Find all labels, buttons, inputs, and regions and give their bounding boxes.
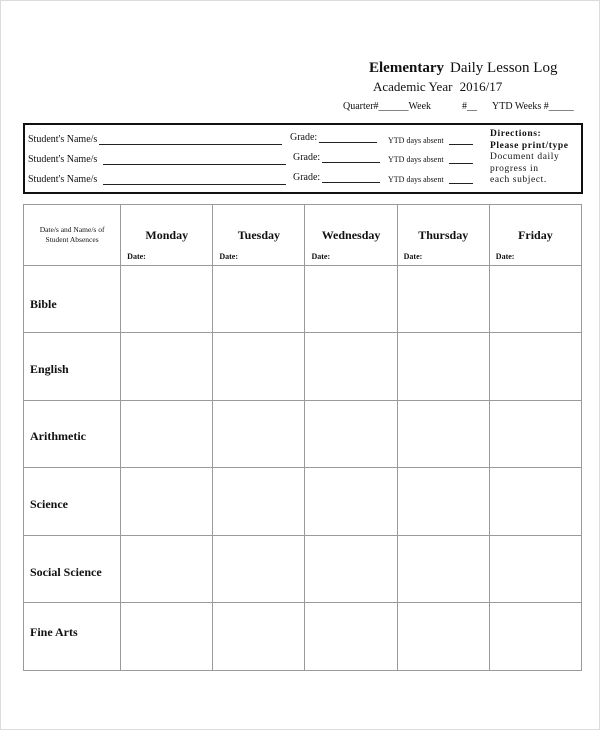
- student-name-field[interactable]: [103, 155, 286, 165]
- subject-cell: [24, 401, 121, 468]
- table-header-row: [24, 205, 582, 266]
- academic-year-value: 2016/17: [459, 79, 503, 94]
- table-row: [24, 603, 582, 671]
- page-title: [369, 60, 557, 77]
- title-rest: Daily Lesson Log: [449, 60, 558, 76]
- day-header-wednesday: [305, 205, 397, 266]
- subject-label: Fine Arts: [30, 625, 78, 639]
- subject-label: Arithmetic: [30, 429, 86, 443]
- student-name-field[interactable]: [103, 175, 286, 185]
- lesson-log-table: [23, 204, 582, 671]
- ytd-weeks-field[interactable]: YTD Weeks #_____: [492, 101, 574, 112]
- log-cell[interactable]: [489, 401, 581, 468]
- day-name: Friday: [518, 228, 553, 242]
- date-field[interactable]: Date:: [403, 252, 423, 261]
- table-row: [24, 536, 582, 603]
- directions-line: each subject.: [490, 175, 547, 185]
- log-cell[interactable]: [397, 468, 489, 536]
- student-name-label: Student's Name/s: [28, 174, 98, 185]
- student-name-label: Student's Name/s: [28, 154, 98, 165]
- log-cell[interactable]: [489, 536, 581, 603]
- log-cell[interactable]: [305, 401, 397, 468]
- grade-field[interactable]: [319, 133, 377, 143]
- day-name: Wednesday: [321, 228, 381, 242]
- grade-row-3: [293, 172, 380, 183]
- ytd-absent-label: YTD days absent: [388, 175, 444, 184]
- academic-year-label: Academic Year: [373, 79, 453, 94]
- table-row: [24, 401, 582, 468]
- ytd-absent-field[interactable]: [449, 154, 473, 164]
- directions-block: [490, 129, 582, 187]
- day-header-friday: [489, 205, 581, 266]
- student-row-3: [28, 174, 286, 185]
- table-row: [24, 333, 582, 401]
- student-name-label: Student's Name/s: [28, 134, 98, 145]
- log-cell[interactable]: [397, 266, 489, 333]
- grade-label: Grade:: [293, 152, 321, 163]
- directions-subtitle: Please print/type: [490, 140, 569, 151]
- subject-cell: [24, 603, 121, 671]
- log-cell[interactable]: [489, 603, 581, 671]
- log-cell[interactable]: [121, 333, 213, 401]
- log-cell[interactable]: [397, 603, 489, 671]
- student-name-field[interactable]: [99, 135, 282, 145]
- ytd-absent-label: YTD days absent: [388, 155, 444, 164]
- log-cell[interactable]: [213, 536, 305, 603]
- ytd-absent-field[interactable]: [449, 174, 473, 184]
- grade-field[interactable]: [322, 153, 380, 163]
- directions-title: Directions:: [490, 129, 542, 139]
- log-cell[interactable]: [121, 603, 213, 671]
- table-row: [24, 266, 582, 333]
- grade-row-2: [293, 152, 380, 163]
- directions-line: progress in: [490, 163, 539, 174]
- subject-label: English: [30, 362, 69, 376]
- log-cell[interactable]: [213, 266, 305, 333]
- log-cell[interactable]: [121, 536, 213, 603]
- log-cell[interactable]: [121, 401, 213, 468]
- subject-cell: [24, 468, 121, 536]
- absences-header-cell: [24, 205, 121, 266]
- ytd-row-2: [388, 154, 473, 164]
- log-cell[interactable]: [213, 468, 305, 536]
- log-cell[interactable]: [121, 468, 213, 536]
- title-bold: Elementary: [369, 60, 444, 76]
- date-field[interactable]: Date:: [311, 252, 331, 261]
- academic-year-line: [373, 79, 502, 95]
- log-cell[interactable]: [489, 333, 581, 401]
- log-cell[interactable]: [397, 401, 489, 468]
- log-cell[interactable]: [213, 401, 305, 468]
- grade-label: Grade:: [290, 132, 318, 143]
- log-cell[interactable]: [305, 536, 397, 603]
- subject-cell: [24, 536, 121, 603]
- day-name: Tuesday: [237, 228, 281, 242]
- absences-header: Date/s and Name/s of Student Absences: [39, 225, 105, 244]
- log-cell[interactable]: [489, 468, 581, 536]
- log-cell[interactable]: [305, 266, 397, 333]
- directions-line: Document daily: [490, 152, 560, 162]
- log-cell[interactable]: [213, 333, 305, 401]
- log-cell[interactable]: [397, 536, 489, 603]
- subject-cell: [24, 333, 121, 401]
- day-header-monday: [121, 205, 213, 266]
- ytd-row-1: [388, 135, 473, 145]
- day-name: Thursday: [418, 228, 469, 242]
- date-field[interactable]: Date:: [127, 252, 146, 261]
- date-field[interactable]: Date:: [495, 252, 515, 261]
- ytd-absent-field[interactable]: [449, 135, 473, 145]
- date-field[interactable]: Date:: [219, 252, 238, 261]
- subject-label: Social Science: [30, 565, 102, 579]
- quarter-week-field[interactable]: Quarter#______Week: [343, 101, 432, 112]
- ytd-absent-label: YTD days absent: [388, 136, 444, 145]
- subject-label: Science: [30, 497, 68, 511]
- grade-label: Grade:: [293, 172, 321, 183]
- subject-cell: [24, 266, 121, 333]
- log-cell[interactable]: [397, 333, 489, 401]
- log-cell[interactable]: [305, 333, 397, 401]
- table-row: [24, 468, 582, 536]
- student-row-2: [28, 154, 286, 165]
- log-cell[interactable]: [305, 468, 397, 536]
- log-cell[interactable]: [121, 266, 213, 333]
- day-header-thursday: [397, 205, 489, 266]
- student-info-box: [23, 123, 583, 194]
- grade-row-1: [290, 132, 377, 143]
- day-name: Monday: [145, 228, 189, 242]
- grade-field[interactable]: [322, 173, 380, 183]
- ytd-row-3: [388, 174, 473, 184]
- week-number-field[interactable]: #__: [462, 101, 477, 112]
- subject-label: Bible: [30, 297, 57, 311]
- log-cell[interactable]: [489, 266, 581, 333]
- day-header-tuesday: [213, 205, 305, 266]
- log-cell[interactable]: [213, 603, 305, 671]
- student-row-1: [28, 134, 282, 145]
- log-cell[interactable]: [305, 603, 397, 671]
